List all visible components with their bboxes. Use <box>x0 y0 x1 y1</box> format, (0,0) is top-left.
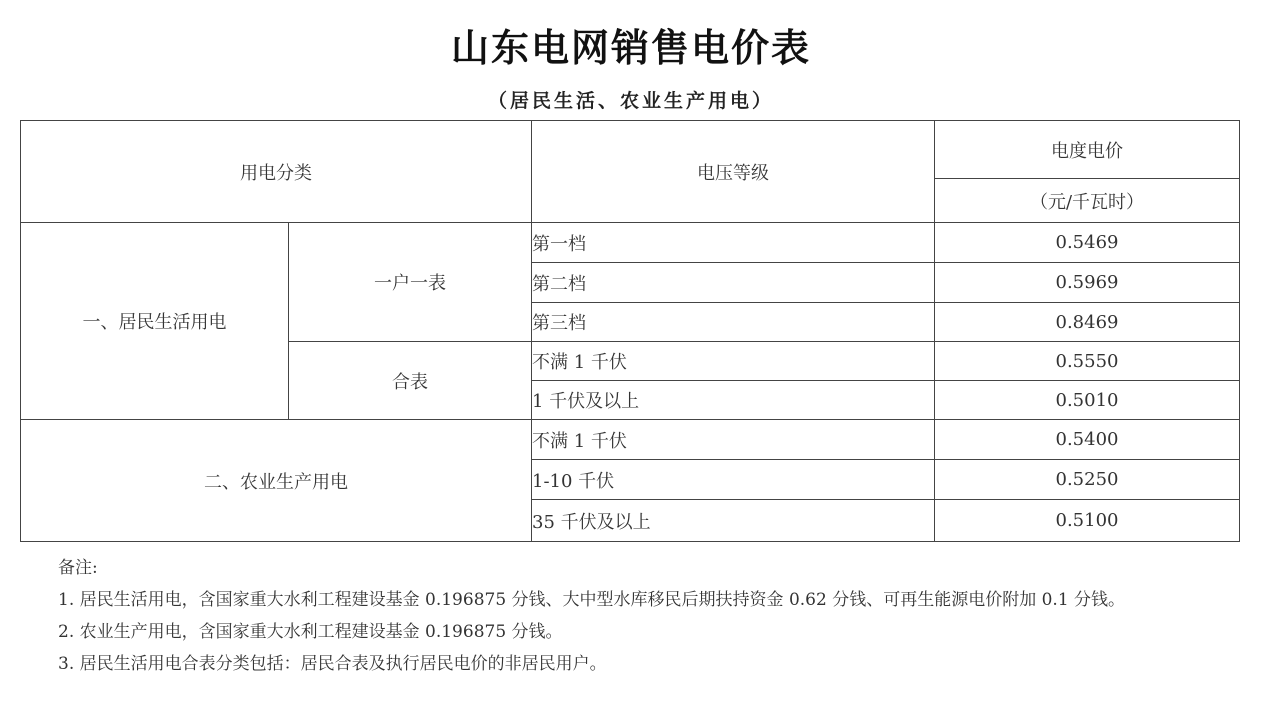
voltage-level-cell: 35 千伏及以上 <box>532 500 935 542</box>
note-item: 3. 居民生活用电合表分类包括：居民合表及执行居民电价的非居民用户。 <box>58 654 607 674</box>
notes-section <box>58 552 1248 680</box>
notes-heading: 备注: <box>58 558 98 578</box>
price-cell: 0.5469 <box>935 223 1240 263</box>
price-cell: 0.5010 <box>935 381 1240 420</box>
note-item: 2. 农业生产用电，含国家重大水利工程建设基金 0.196875 分钱。 <box>58 622 563 642</box>
voltage-level-cell: 不满 1 千伏 <box>532 420 935 460</box>
voltage-level-cell: 1 千伏及以上 <box>532 381 935 420</box>
header-price: 电度电价 <box>935 121 1240 179</box>
price-cell: 0.5100 <box>935 500 1240 542</box>
voltage-level-cell: 1-10 千伏 <box>532 460 935 500</box>
price-cell: 0.5969 <box>935 263 1240 303</box>
voltage-level-cell: 第一档 <box>532 223 935 263</box>
table-header-row <box>21 121 1240 179</box>
document-subtitle: （居民生活、农业生产用电） <box>487 90 774 112</box>
agricultural-category: 二、农业生产用电 <box>21 420 532 542</box>
price-cell: 0.5550 <box>935 342 1240 381</box>
price-cell: 0.5250 <box>935 460 1240 500</box>
price-cell: 0.5400 <box>935 420 1240 460</box>
header-unit: （元/千瓦时） <box>935 179 1240 223</box>
residential-category: 一、居民生活用电 <box>21 223 289 420</box>
voltage-level-cell: 第三档 <box>532 303 935 342</box>
price-table <box>20 120 1240 542</box>
document-title: 山东电网销售电价表 <box>450 26 811 70</box>
table-row <box>21 420 1240 460</box>
voltage-level-cell: 不满 1 千伏 <box>532 342 935 381</box>
header-category: 用电分类 <box>21 121 532 223</box>
note-item: 1. 居民生活用电，含国家重大水利工程建设基金 0.196875 分钱、大中型水库移民后期扶持资金 0.62 分钱、可再生能源电价附加 0.1 分钱。 <box>58 590 1126 610</box>
header-voltage: 电压等级 <box>532 121 935 223</box>
price-cell: 0.8469 <box>935 303 1240 342</box>
combined-meter-subcategory: 合表 <box>289 342 532 420</box>
voltage-level-cell: 第二档 <box>532 263 935 303</box>
single-meter-subcategory: 一户一表 <box>289 223 532 342</box>
table-row <box>21 223 1240 263</box>
